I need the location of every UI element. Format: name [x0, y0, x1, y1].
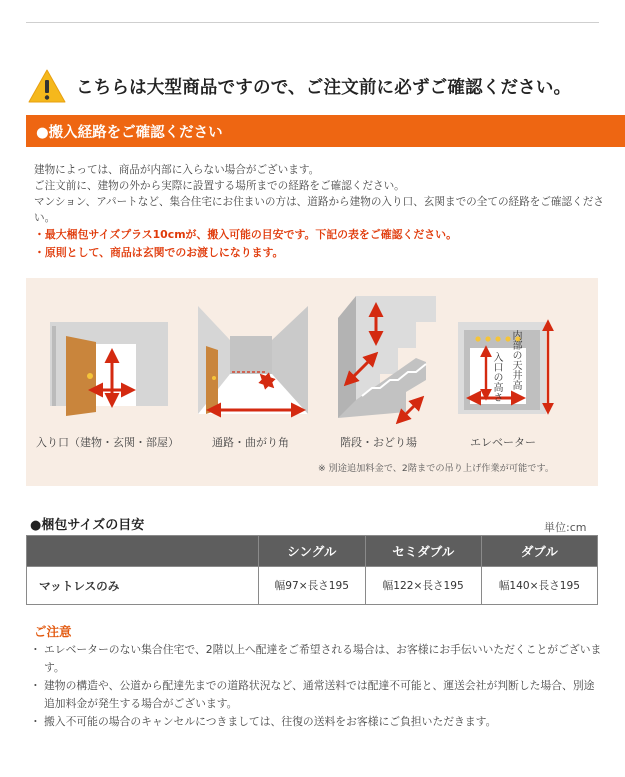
package-size-table: [26, 535, 598, 605]
list-item: ・ 建物の構造や、公道から配達先までの道路状況など、通常送料では配達不可能と、運送会社が判断した場合、別途追加料金が発生する場合がございます。: [34, 677, 604, 713]
intro-line: ご注文前に、建物の外から実際に設置する場所までの経路をご確認ください。: [34, 180, 405, 192]
size-double: 幅140×長さ195: [481, 567, 597, 605]
lifting-service-note: ※ 別途追加料金で、2階までの吊り上げ作業が可能です。: [318, 463, 555, 474]
stairs-illustration: [338, 296, 436, 420]
list-item: ・ 搬入不可能の場合のキャンセルにつきましては、往復の送料をお客様にご負担いただきます。: [34, 713, 604, 731]
elevator-label: エレベーター: [470, 436, 536, 449]
caution-title: ご注意: [34, 624, 72, 639]
warning-icon: [28, 68, 66, 104]
corridor-label: 通路・曲がり角: [212, 436, 289, 449]
top-divider: [26, 22, 599, 23]
table-header-row: [27, 536, 598, 567]
row-label: マットレスのみ: [27, 567, 259, 605]
intro-line: マンション、アパートなど、集合住宅にお住まいの方は、道路から建物の入り口、玄関までの全ての経路をご確認ください。: [34, 196, 604, 224]
entrance-height-label: 入口の高さ: [491, 352, 502, 402]
large-item-notice: [26, 66, 606, 106]
column-double: ダブル: [481, 536, 597, 567]
entrance-label: 入り口（建物・玄関・部屋）: [36, 436, 179, 449]
caution-list: [34, 641, 604, 731]
route-diagram: [26, 278, 598, 486]
entrance-illustration: [50, 322, 168, 416]
column-single: シングル: [259, 536, 366, 567]
size-single: 幅97×長さ195: [259, 567, 366, 605]
route-header-text: ●搬入経路をご確認ください: [36, 124, 223, 141]
table-header-blank: [27, 536, 259, 567]
delivery-note: ・原則として、商品は玄関でのお渡しになります。: [34, 246, 284, 259]
elevator-illustration: [458, 322, 548, 414]
size-margin-note: ・最大梱包サイズプラス10cmが、搬入可能の目安です。下記の表をご確認ください。: [34, 228, 457, 241]
list-item: ・ エレベーターのない集合住宅で、2階以上へ配達をご希望される場合は、お客様にお手伝いいただくことがございます。: [34, 641, 604, 677]
column-semi-double: セミダブル: [365, 536, 481, 567]
size-semi-double: 幅122×長さ195: [365, 567, 481, 605]
notice-text: こちらは大型商品ですので、ご注文前に必ずご確認ください。: [76, 77, 572, 98]
route-section-header: [26, 115, 625, 147]
package-size-title: ●梱包サイズの目安: [30, 518, 145, 533]
intro-line: 建物によっては、商品が内部に入らない場合がございます。: [34, 164, 320, 176]
unit-label: 単位:cm: [544, 521, 587, 534]
inner-ceiling-height-label: 内部の天井高: [510, 330, 521, 390]
corridor-illustration: [198, 306, 308, 414]
route-intro: [34, 162, 604, 262]
stairs-label: 階段・おどり場: [340, 436, 417, 449]
table-row: [27, 567, 598, 605]
